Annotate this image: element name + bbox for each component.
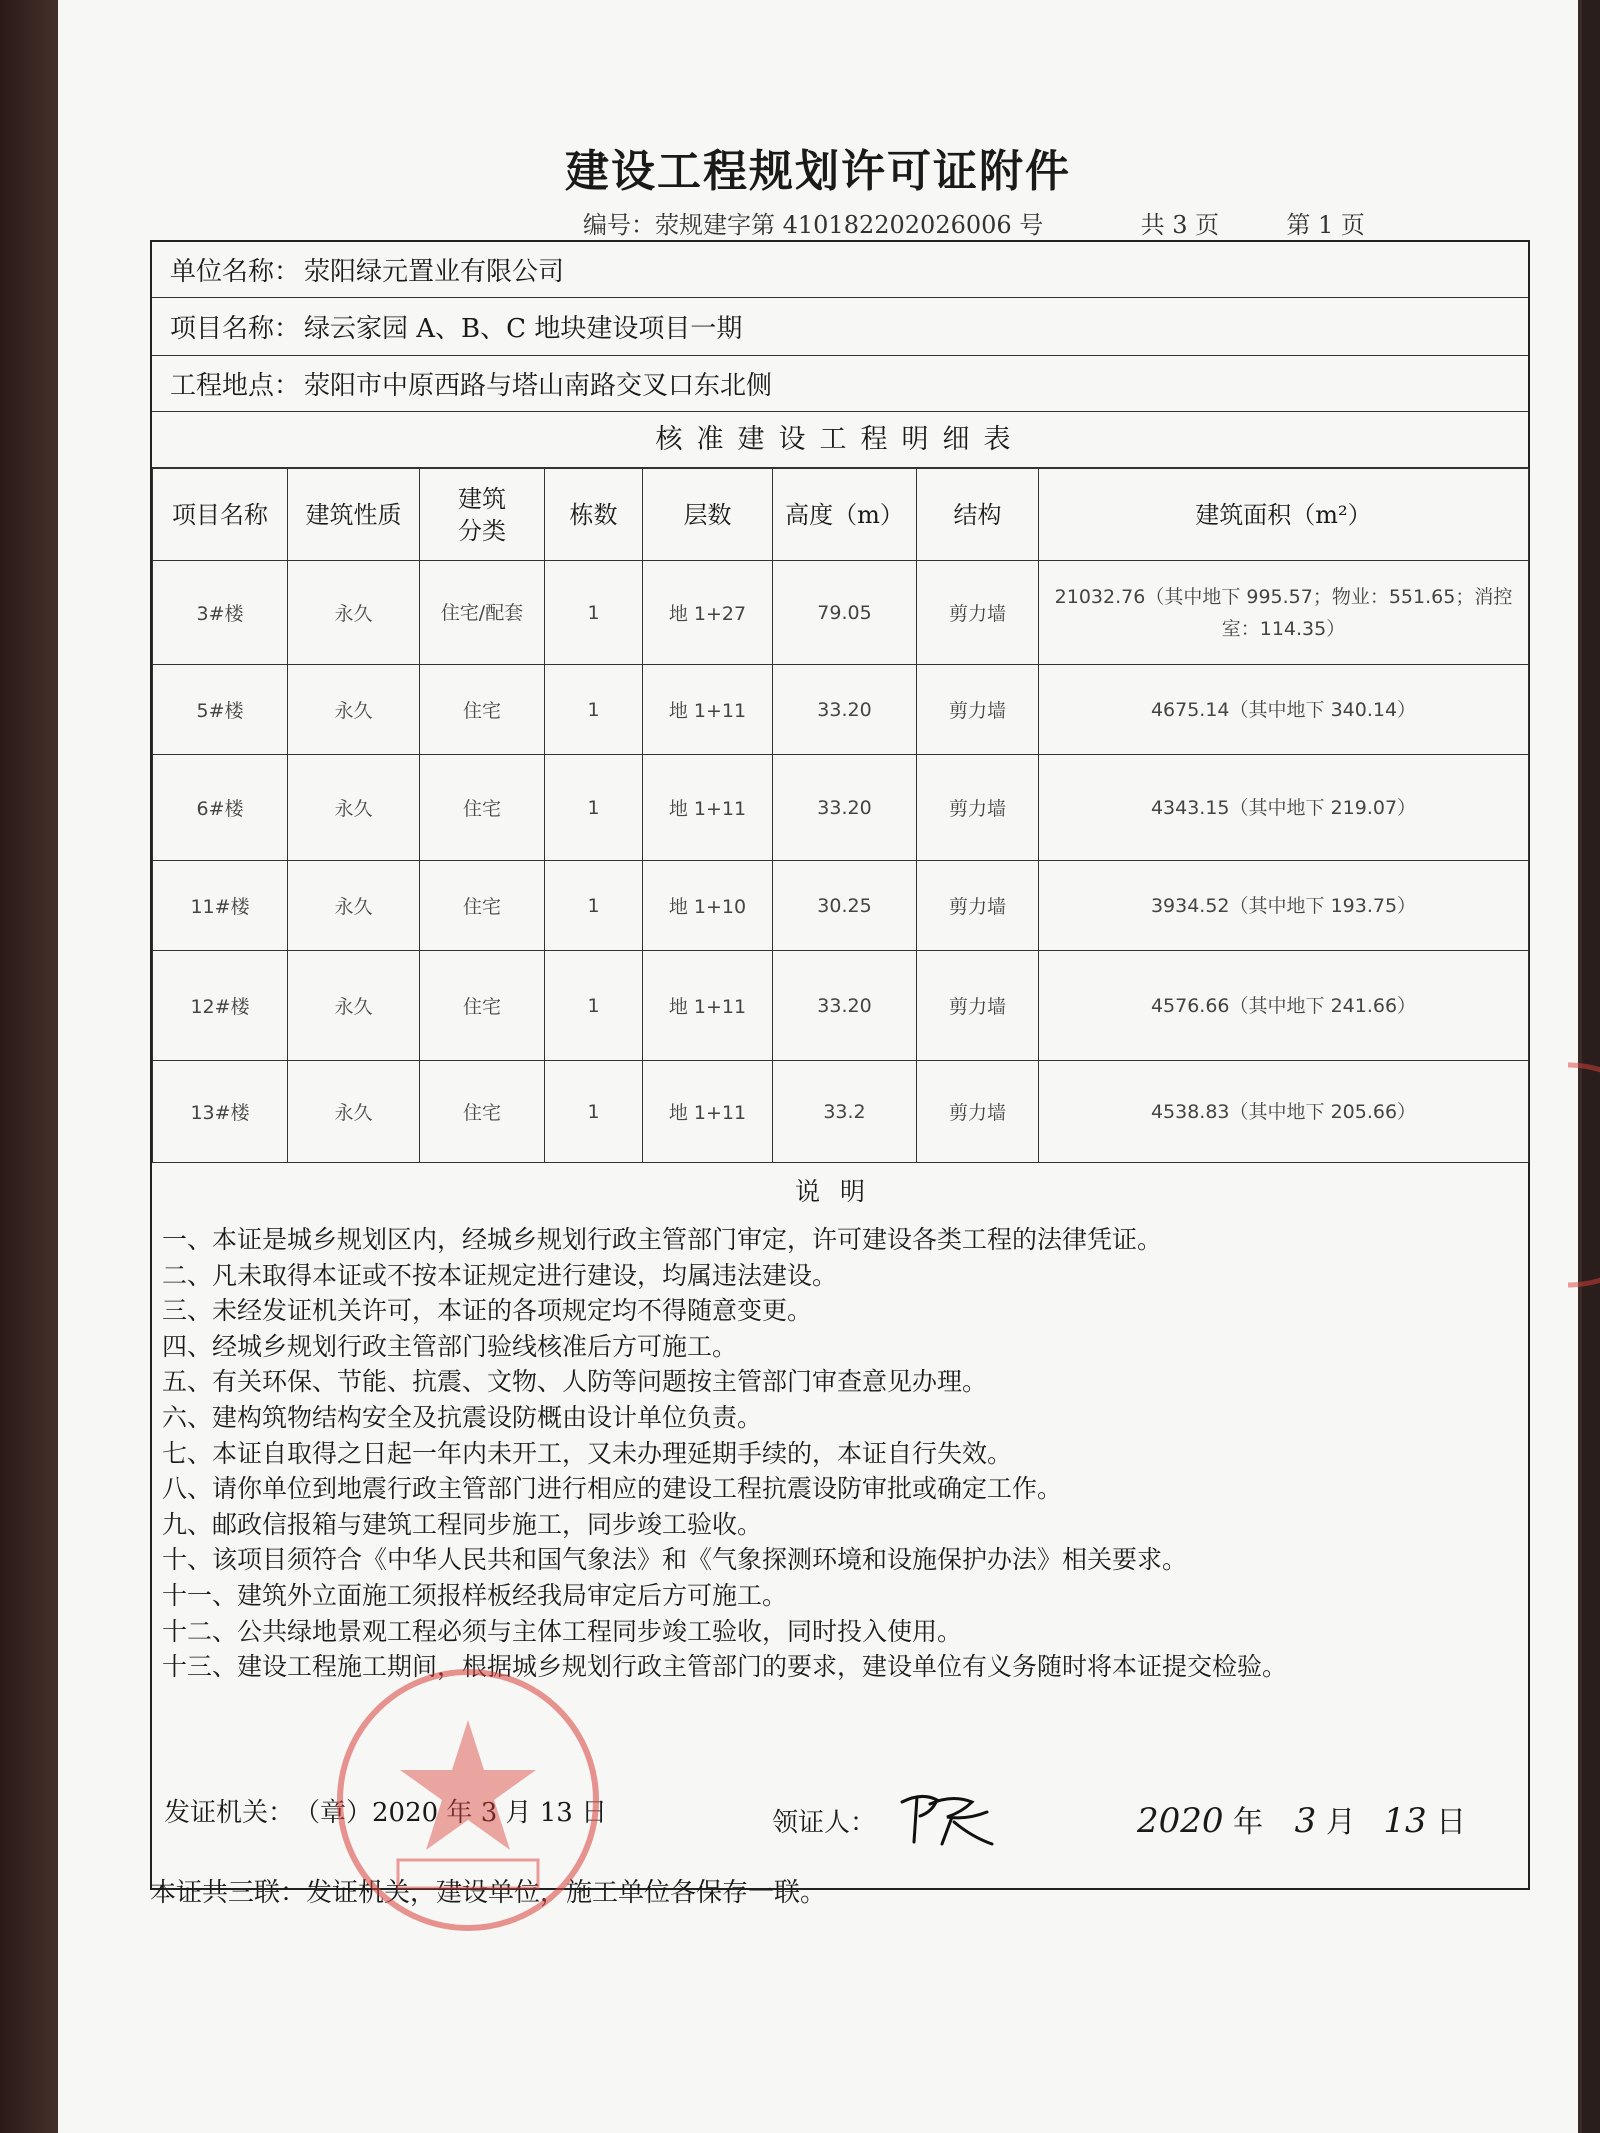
cell-category: 住宅 [420,1061,545,1163]
table-header-row [153,469,1529,561]
total-pages: 共 3 页 [1140,211,1220,239]
cell-category: 住宅 [420,665,545,755]
receipt-date [1137,1797,1466,1841]
col-header: 高度（m） [773,469,917,561]
cell-height: 33.20 [773,665,917,755]
note-item: 四、经城乡规划行政主管部门验线核准后方可施工。 [162,1331,738,1361]
explanation-title: 说明 [794,1177,885,1206]
note-item: 八、请你单位到地震行政主管部门进行相应的建设工程抗震设防审批或确定工作。 [162,1474,1063,1504]
cell-height: 79.05 [773,561,917,665]
cell-count: 1 [545,1061,643,1163]
cell-nature: 永久 [288,561,420,665]
cell-nature: 永久 [288,1061,420,1163]
note-item: 五、有关环保、节能、抗震、文物、人防等问题按主管部门审查意见办理。 [162,1367,988,1397]
col-header: 项目名称 [153,469,288,561]
table-row [153,561,1529,665]
cell-nature: 永久 [288,951,420,1061]
official-seal [328,1660,608,1940]
cell-floors: 地 1+11 [643,665,773,755]
note-item: 三、未经发证机关许可，本证的各项规定均不得随意变更。 [162,1296,813,1326]
cell-height: 33.2 [773,1061,917,1163]
note-item: 十、该项目须符合《中华人民共和国气象法》和《气象探测环境和设施保护办法》相关要求。 [162,1545,1188,1575]
table-row [153,755,1529,861]
cell-category: 住宅 [420,861,545,951]
project-row [152,298,1528,356]
note-item: 九、邮政信报箱与建筑工程同步施工，同步竣工验收。 [162,1509,763,1539]
table-title: 核准建设工程明细表 [152,412,1528,468]
issuing-authority: 发证机关： （章）2020 年 3 月 13 日 [164,1798,608,1828]
receipt-month: 3 [1294,1801,1317,1841]
note-item: 二、凡未取得本证或不按本证规定进行建设，均属违法建设。 [162,1260,838,1290]
table-row [153,1061,1529,1163]
cell-floors: 地 1+11 [643,951,773,1061]
col-header: 建筑分类 [420,469,545,561]
receiver-signature [892,1782,1002,1852]
receipt-day: 13 [1383,1801,1427,1841]
cell-floors: 地 1+27 [643,561,773,665]
document-number [583,205,1371,240]
cell-name: 12#楼 [153,951,288,1061]
col-header: 结构 [917,469,1039,561]
location-row [152,356,1528,412]
page-number: 第 1 页 [1286,211,1365,239]
permit-form [150,240,1530,1890]
unit-value: 荥阳绿元置业有限公司 [304,257,565,287]
location-label: 工程地点： [170,371,301,401]
note-item: 十二、公共绿地景观工程必须与主体工程同步竣工验收，同时投入使用。 [162,1616,963,1646]
footer-note: 本证共三联：发证机关，建设单位，施工单位各保存一联。 [150,1878,827,1908]
cell-area: 21032.76（其中地下 995.57；物业：551.65；消控室：114.35） [1039,561,1529,665]
cell-name: 5#楼 [153,665,288,755]
document-title: 建设工程规划许可证附件 [565,146,1071,197]
cell-category: 住宅 [420,951,545,1061]
cell-floors: 地 1+11 [643,1061,773,1163]
cell-nature: 永久 [288,665,420,755]
cell-count: 1 [545,951,643,1061]
cell-area: 4343.15（其中地下 219.07） [1039,755,1529,861]
table-row [153,861,1529,951]
detail-table [152,468,1529,1163]
receipt-day-unit: 日 [1436,1805,1467,1840]
cell-structure: 剪力墙 [917,861,1039,951]
cell-name: 3#楼 [153,561,288,665]
cell-nature: 永久 [288,861,420,951]
cell-floors: 地 1+10 [643,861,773,951]
col-header: 层数 [643,469,773,561]
cell-structure: 剪力墙 [917,561,1039,665]
cell-area: 4576.66（其中地下 241.66） [1039,951,1529,1061]
notes-list [162,1222,1522,1685]
cell-name: 13#楼 [153,1061,288,1163]
cell-area: 4675.14（其中地下 340.14） [1039,665,1529,755]
document-page [58,0,1578,2133]
cell-height: 30.25 [773,861,917,951]
cell-count: 1 [545,665,643,755]
cell-count: 1 [545,861,643,951]
note-item: 十三、建设工程施工期间，根据城乡规划行政主管部门的要求，建设单位有义务随时将本证提交检验。 [162,1652,1288,1682]
col-header: 栋数 [545,469,643,561]
cell-structure: 剪力墙 [917,755,1039,861]
project-label: 项目名称： [170,314,301,344]
note-item: 七、本证自取得之日起一年内未开工，又未办理延期手续的，本证自行失效。 [162,1438,1013,1468]
partial-seal [1508,1060,1600,1290]
cell-height: 33.20 [773,951,917,1061]
note-item: 一、本证是城乡规划区内，经城乡规划行政主管部门审定，许可建设各类工程的法律凭证。 [162,1225,1163,1254]
col-header: 建筑性质 [288,469,420,561]
note-item: 六、建构筑物结构安全及抗震设防概由设计单位负责。 [162,1402,763,1432]
receipt-year: 2020 [1137,1801,1224,1841]
project-value: 绿云家园 A、B、C 地块建设项目一期 [304,314,743,344]
cell-structure: 剪力墙 [917,951,1039,1061]
receipt-month-unit: 月 [1325,1805,1356,1840]
doc-number-text: 编号：荥规建字第 410182202026006 号 [583,211,1044,239]
cell-floors: 地 1+11 [643,755,773,861]
cell-structure: 剪力墙 [917,665,1039,755]
cell-category: 住宅/配套 [420,561,545,665]
location-value: 荥阳市中原西路与塔山南路交叉口东北侧 [304,371,773,401]
cell-count: 1 [545,755,643,861]
note-item: 十一、建筑外立面施工须报样板经我局审定后方可施工。 [162,1580,788,1610]
table-row [153,951,1529,1061]
cell-count: 1 [545,561,643,665]
cell-structure: 剪力墙 [917,1061,1039,1163]
cell-area: 4538.83（其中地下 205.66） [1039,1061,1529,1163]
col-header: 建筑面积（m²） [1039,469,1529,561]
cell-name: 11#楼 [153,861,288,951]
table-row [153,665,1529,755]
cell-height: 33.20 [773,755,917,861]
receipt-year-unit: 年 [1233,1805,1264,1840]
cell-name: 6#楼 [153,755,288,861]
cell-area: 3934.52（其中地下 193.75） [1039,861,1529,951]
unit-label: 单位名称： [170,257,301,287]
cell-category: 住宅 [420,755,545,861]
unit-row [152,242,1528,298]
cell-nature: 永久 [288,755,420,861]
receiver-label: 领证人： [772,1808,877,1838]
